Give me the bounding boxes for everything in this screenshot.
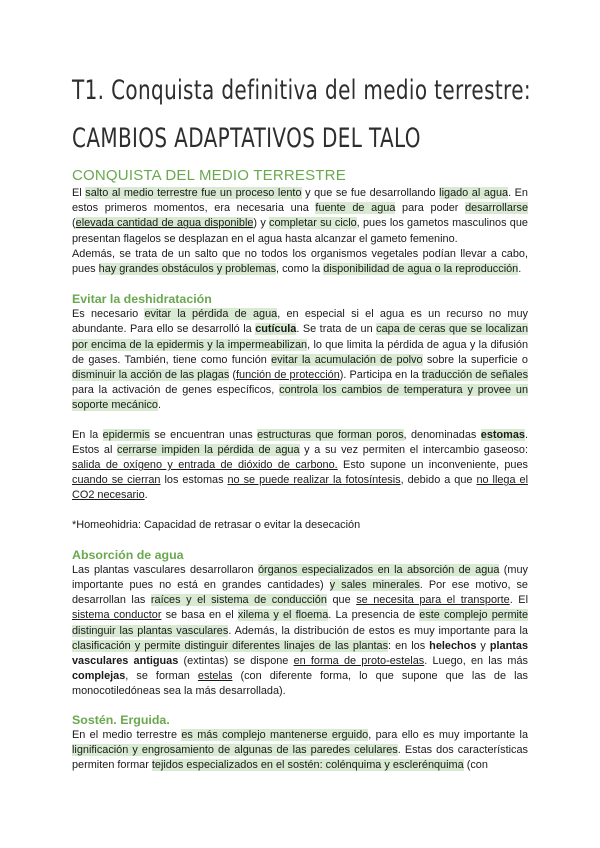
paragraph-conquista-1 xyxy=(72,186,528,247)
highlighted-text: cuando se cierran xyxy=(72,474,161,487)
highlighted-text: completar su ciclo xyxy=(269,217,357,230)
highlighted-text: clasificación y permite distinguir diferentes linajes de las plantas xyxy=(72,639,389,652)
text-run: ( xyxy=(72,217,76,230)
document-page xyxy=(72,74,531,773)
highlighted-text: no llega el CO2 necesario xyxy=(72,474,528,502)
highlighted-text: salida de oxígeno y entrada de dióxido de carbono. xyxy=(72,459,338,472)
text-run: Es necesario xyxy=(72,308,145,321)
highlighted-text: es más complejo mantenerse erguido xyxy=(181,728,369,741)
highlighted-text: evitar la pérdida de agua xyxy=(144,308,278,321)
document-title-line-1: T1. Conquista definitiva del medio terrestre: xyxy=(72,75,531,106)
highlighted-text: hay grandes obstáculos y problemas xyxy=(98,263,277,276)
highlighted-text: no se puede realizar la fotosíntesis xyxy=(227,474,401,487)
highlighted-text: xilema y el floema xyxy=(237,609,329,622)
section-heading-conquista: CONQUISTA DEL MEDIO TERRESTRE xyxy=(72,167,346,184)
highlighted-text: y sales minerales xyxy=(329,579,420,592)
paragraph-deshidratacion-2 xyxy=(72,428,528,504)
text-run: ( xyxy=(229,369,237,382)
text-run: para la activación de genes específicos, xyxy=(72,384,280,397)
text-run: que xyxy=(326,594,357,607)
highlighted-text: salto al medio terrestre fue un proceso lento xyxy=(85,187,302,199)
document-title-line-2: CAMBIOS ADAPTATIVOS DEL TALO xyxy=(72,123,421,154)
highlighted-text: estelas xyxy=(197,670,233,683)
text-run: , pues los gametos masculinos que presentan flagelos se desplazan en el agua hasta alcanzar el gameto femenino. xyxy=(72,217,528,245)
highlighted-text: desarrollarse xyxy=(465,202,529,215)
text-run: para poder xyxy=(395,202,466,215)
highlighted-text: controla los cambios de temperatura y provee un soporte mecánico xyxy=(72,384,529,412)
text-run: . Se trata de un xyxy=(296,323,377,336)
section-heading-deshidratacion: Evitar la deshidratación xyxy=(72,292,212,307)
text-run: , se forman xyxy=(125,670,198,683)
text-run: Además, se trata de un salto que no todos los organismos vegetales podían llevar a cabo, pues xyxy=(72,247,528,276)
text-run: . En estos primeros momentos, era necesaria una xyxy=(72,187,528,215)
text-run: . Además, la distribución de estos es muy importante para la xyxy=(228,624,528,637)
text-run: . La presencia de xyxy=(328,609,420,622)
text-run: El xyxy=(72,187,86,199)
highlighted-text: cerrarse impiden la pérdida de agua xyxy=(117,443,300,456)
spacer xyxy=(72,414,528,428)
spacer xyxy=(72,504,528,518)
text-run: . xyxy=(144,489,148,502)
highlighted-text: lignificación y engrosamiento de algunas de las paredes celulares xyxy=(72,743,398,756)
text-run: , para ello es muy importante la xyxy=(368,728,528,741)
text-run: : en los xyxy=(388,639,430,652)
text-run: . Por ese motivo, se desarrollan las xyxy=(72,579,528,607)
highlighted-text: disminuir la acción de las plagas xyxy=(72,369,230,382)
highlighted-text: cutícula xyxy=(255,323,297,336)
highlighted-text: elevada cantidad de agua disponible xyxy=(75,217,254,230)
highlighted-text: función de protección xyxy=(236,369,340,382)
highlighted-text: plantas vasculares antiguas xyxy=(72,639,529,668)
highlighted-text: fuente de agua xyxy=(315,202,396,215)
text-run: (con diferente forma, lo que supone que las de las monocotiledóneas sea la más desarrollada). xyxy=(72,670,528,698)
spacer xyxy=(72,277,528,291)
text-run: . El xyxy=(509,594,528,607)
text-run: , lo que limita la pérdida de agua y la difusión de gases. También, tiene como función xyxy=(72,338,529,366)
section-heading-absorcion: Absorción de agua xyxy=(72,547,184,562)
paragraph-deshidratacion-1 xyxy=(72,307,528,413)
text-run: ). Participa en la xyxy=(339,369,422,382)
text-run: y a su vez permiten el intercambio gaseoso: xyxy=(299,443,528,456)
text-run: se encuentran unas xyxy=(149,428,258,441)
highlighted-text: este complejo permite distinguir las plantas vasculares xyxy=(72,609,529,637)
highlighted-text: estomas xyxy=(480,428,525,441)
highlighted-text: disponibilidad de agua o la reproducción xyxy=(323,263,519,276)
text-run: se basa en el xyxy=(161,609,238,622)
highlighted-text: tejidos especializados en el sostén: colénquima y esclerénquima xyxy=(151,759,464,772)
text-run: Esto supone un inconveniente, pues xyxy=(337,459,528,472)
highlighted-text: capa de ceras que se localizan por encima de la epidermis y la impermeabilizan xyxy=(72,323,528,351)
highlighted-text: ligado al agua xyxy=(439,187,509,199)
highlighted-text: órganos especializados en la absorción de agua xyxy=(257,563,500,576)
text-run: , debido a que xyxy=(400,474,477,487)
text-run: . Estas dos características permiten formar xyxy=(72,743,529,772)
text-run: , como la xyxy=(276,263,324,276)
highlighted-text: en forma de proto-estelas xyxy=(293,655,425,668)
spacer xyxy=(72,533,528,547)
text-run: , en especial si el agua es un recurso no muy abundante. Para ello se desarrolló la xyxy=(72,308,528,336)
text-run: . xyxy=(157,399,161,412)
highlighted-text: traducción de señales xyxy=(421,369,529,382)
highlighted-text: sistema conductor xyxy=(72,609,162,622)
text-run: y xyxy=(476,639,490,652)
text-run: los estomas xyxy=(160,474,228,487)
highlighted-text: complejas xyxy=(72,670,126,683)
paragraph-conquista-2 xyxy=(72,247,528,277)
text-run: (con xyxy=(463,759,488,772)
highlighted-text: se necesita para el transporte xyxy=(356,594,510,607)
highlighted-text: evitar la acumulación de polvo xyxy=(271,353,423,366)
paragraph-absorcion-1 xyxy=(72,563,528,700)
text-run: . Estos al xyxy=(72,428,528,456)
text-run: . Luego, en las más xyxy=(424,655,528,668)
highlighted-text: raíces y el sistema de conducción xyxy=(150,594,327,607)
highlighted-text: helechos xyxy=(429,639,477,652)
text-run: ) y xyxy=(253,217,270,230)
text-run: (extintas) se dispone xyxy=(178,655,294,668)
text-run: . xyxy=(518,263,522,276)
section-heading-sosten: Sostén. Erguida. xyxy=(72,712,170,727)
text-run: En el medio terrestre xyxy=(72,728,182,741)
paragraph-sosten-1 xyxy=(72,728,528,774)
highlighted-text: estructuras que forman poros xyxy=(257,428,404,441)
text-run: sobre la superficie o xyxy=(422,353,528,366)
note-homeohidria: *Homeohidria: Capacidad de retrasar o evitar la desecación xyxy=(72,518,361,531)
spacer xyxy=(72,700,528,712)
highlighted-text: epidermis xyxy=(102,428,150,441)
text-run: En la xyxy=(72,428,103,441)
text-run: , denominadas xyxy=(403,428,481,441)
text-run: Las plantas vasculares desarrollaron xyxy=(72,563,258,576)
text-run: (muy importante pues no está en grandes cantidades) xyxy=(72,563,528,592)
text-run: y que se fue desarrollando xyxy=(301,187,440,199)
